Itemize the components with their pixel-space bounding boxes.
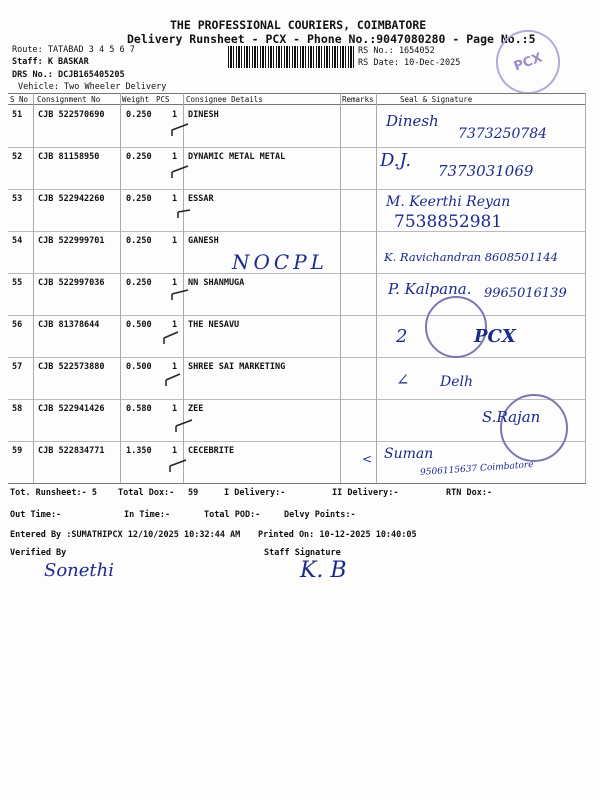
row-pcs: 1 [172, 194, 178, 204]
staff-signature: K. B [300, 558, 347, 583]
total-dox: Total Dox:- [118, 488, 175, 498]
row-pcs: 1 [172, 320, 178, 330]
col-line [120, 93, 121, 483]
row-consignee: THE NESAVU [188, 320, 240, 330]
row-consignment: CJB 522942260 [38, 194, 105, 204]
col-header-consignment: Consignment No [37, 95, 101, 104]
row-divider [8, 147, 586, 148]
row-consignee: ESSAR [188, 194, 214, 204]
row-pcs: 1 [172, 236, 178, 246]
row-consignment: CJB 81158950 [38, 152, 100, 162]
row-weight: 0.500 [126, 320, 152, 330]
row-sno: 57 [12, 362, 23, 372]
row-divider [8, 357, 586, 358]
row-consignee: CECEBRITE [188, 446, 235, 456]
row-sno: 59 [12, 446, 23, 456]
signature-phone: 9506115637 Coimbatore [419, 460, 534, 478]
col-header-consignee: Consignee Details [186, 95, 263, 104]
signature: P. Kalpana. [388, 280, 472, 298]
row-consignment: CJB 522834771 [38, 446, 105, 456]
row-pcs: 1 [172, 110, 178, 120]
signature: 2 [396, 326, 408, 347]
row-pcs: 1 [172, 362, 178, 372]
col-header-seal: Seal & Signature [400, 95, 473, 104]
row-consignment: CJB 522997036 [38, 278, 105, 288]
signature: S.Rajan [482, 408, 541, 426]
row-consignee: GANESH [188, 236, 219, 246]
row-consignment: CJB 522570690 [38, 110, 105, 120]
row-divider [8, 441, 586, 442]
row-weight: 0.250 [126, 278, 152, 288]
nocpl-note: NOCPL [232, 250, 328, 274]
row-divider [8, 399, 586, 400]
entered-by: Entered By :SUMATHIPCX 12/10/2025 10:32:44 AM [10, 530, 241, 540]
row-consignment: CJB 522573880 [38, 362, 105, 372]
barcode [228, 46, 354, 68]
row-sno: 54 [12, 236, 23, 246]
col-line [376, 93, 377, 483]
signature: Suman [384, 446, 434, 462]
row-sno: 53 [12, 194, 23, 204]
i-delivery: I Delivery:- [224, 488, 286, 498]
row-consignment: CJB 81378644 [38, 320, 100, 330]
verified-by-label: Verified By [10, 548, 67, 558]
row-pcs: 1 [172, 278, 178, 288]
row-consignee: SHREE SAI MARKETING [188, 362, 286, 372]
col-header-pcs: PCS [156, 95, 170, 104]
row-pcs: 1 [172, 152, 178, 162]
vehicle: Vehicle: Two Wheeler Delivery [18, 82, 167, 92]
row-pcs: 1 [172, 446, 178, 456]
company-title: THE PROFESSIONAL COURIERS, COIMBATORE [170, 18, 427, 32]
total-dox-value: 59 [188, 488, 199, 498]
route: Route: TATABAD 3 4 5 6 7 [12, 45, 135, 55]
row-consignment: CJB 522999701 [38, 236, 105, 246]
signature: Dinesh [386, 112, 439, 130]
table-bottom-line [8, 483, 586, 484]
row-weight: 0.580 [126, 404, 152, 414]
row-divider [8, 189, 586, 190]
col-line [340, 93, 341, 483]
signature-mark: ∠ [396, 370, 410, 389]
signature-mark: < [362, 452, 373, 466]
staff: Staff: K BASKAR [12, 57, 89, 67]
company-seal [500, 394, 568, 462]
row-consignee: DYNAMIC METAL METAL [188, 152, 286, 162]
row-consignee: ZEE [188, 404, 204, 414]
rs-date: RS Date: 10-Dec-2025 [358, 58, 461, 68]
col-header-weight: Weight [122, 95, 150, 104]
col-line [183, 93, 184, 483]
row-consignee: DINESH [188, 110, 219, 120]
row-consignment: CJB 522941426 [38, 404, 105, 414]
in-time: In Time:- [124, 510, 171, 520]
row-sno: 56 [12, 320, 23, 330]
row-weight: 0.250 [126, 152, 152, 162]
row-divider [8, 315, 586, 316]
signature-phone: 7373250784 [458, 126, 548, 142]
row-sno: 58 [12, 404, 23, 414]
printed-on: Printed On: 10-12-2025 10:40:05 [258, 530, 417, 540]
total-pod: Total POD:- [204, 510, 261, 520]
signature: Delh [440, 374, 474, 390]
col-header-remarks: Remarks [342, 95, 374, 104]
table-right-line [585, 93, 586, 483]
runsheet-subtitle: Delivery Runsheet - PCX - Phone No.:9047080280 - Page No.:5 [127, 32, 536, 46]
row-sno: 51 [12, 110, 23, 120]
col-header-sno: S No [10, 95, 29, 104]
ii-delivery: II Delivery:- [332, 488, 399, 498]
signature-phone: 7373031069 [438, 162, 534, 180]
signature-mark: PCX [474, 326, 516, 347]
row-weight: 0.250 [126, 194, 152, 204]
row-sno: 52 [12, 152, 23, 162]
total-runsheet: Tot. Runsheet:- 5 [10, 488, 97, 498]
drs-number: DRS No.: DCJB165405205 [12, 70, 125, 80]
row-pcs: 1 [172, 404, 178, 414]
rs-number: RS No.: 1654052 [358, 46, 435, 56]
staff-signature-label: Staff Signature [264, 548, 341, 558]
verified-signature: Sonethi [44, 560, 114, 581]
table-header-line [8, 104, 586, 105]
signature: M. Keerthi Reyan [386, 194, 511, 210]
signature: D.J. [380, 150, 412, 171]
rtn-dox: RTN Dox:- [446, 488, 493, 498]
row-weight: 0.500 [126, 362, 152, 372]
col-line [33, 93, 34, 483]
out-time: Out Time:- [10, 510, 62, 520]
delivery-points: Delvy Points:- [284, 510, 356, 520]
signature: K. Ravichandran 8608501144 [384, 250, 558, 264]
pcx-stamp: PCX [487, 21, 569, 103]
row-weight: 1.350 [126, 446, 152, 456]
row-weight: 0.250 [126, 236, 152, 246]
row-consignee: NN SHANMUGA [188, 278, 245, 288]
row-sno: 55 [12, 278, 23, 288]
row-weight: 0.250 [126, 110, 152, 120]
signature-phone: 9965016139 [484, 286, 567, 301]
table-top-line [8, 93, 586, 94]
signature-phone: 7538852981 [394, 212, 503, 232]
